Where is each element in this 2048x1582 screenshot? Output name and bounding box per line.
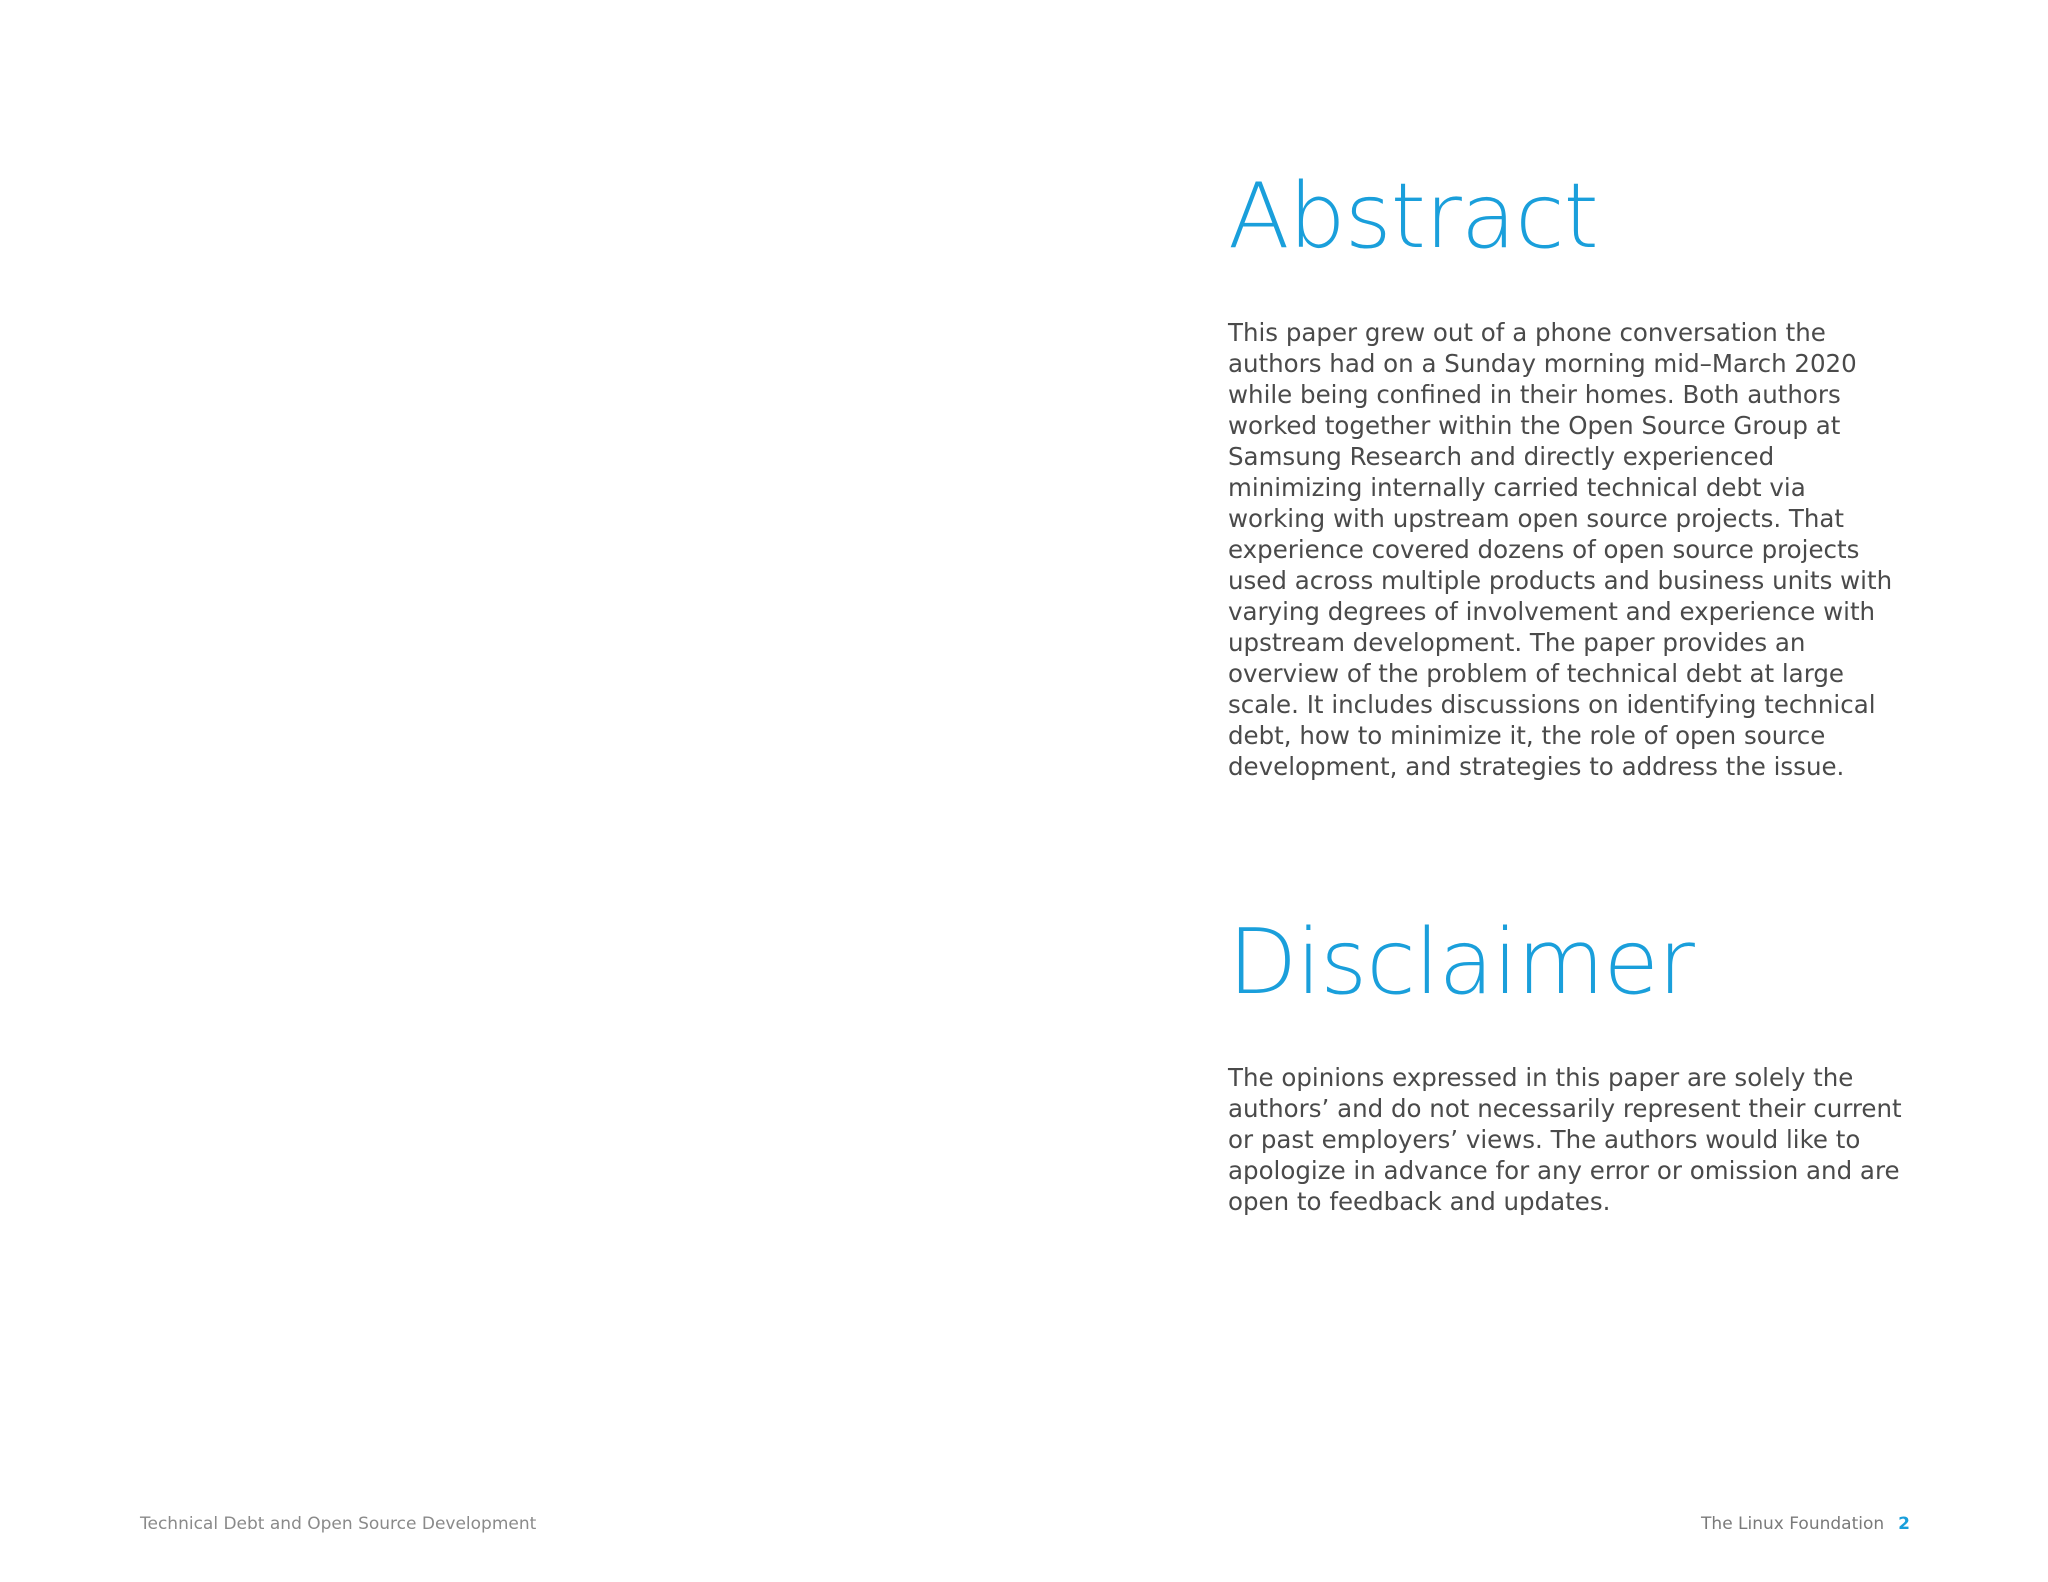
disclaimer-paragraph: The opinions expressed in this paper are solely the authors’ and do not necessarily represent their current or past employers’ views. The authors would like to apologize in advance for any error or omission and are open to feedback and updates. xyxy=(1228,1063,1902,1216)
page-number: 2 xyxy=(1898,1514,1910,1534)
abstract-paragraph: This paper grew out of a phone conversation the authors had on a Sunday morning mid–March 2020 while being confined in their homes. Both authors worked together within the Open Source Group at Samsung Research and directly experienced minimizing internally carried technical debt via working with upstream open source projects. That experience covered dozens of open source projects used across multiple products and business units with varying degrees of involvement and experience with upstream development. The paper provides an overview of the problem of technical debt at large scale. It includes discussions on identifying technical debt, how to minimize it, the role of open source development, and strategies to address the issue. xyxy=(1228,318,1893,781)
footer-document-title: Technical Debt and Open Source Development xyxy=(140,1514,537,1534)
footer-organization: The Linux Foundation xyxy=(1701,1514,1885,1534)
abstract-heading: Abstract xyxy=(1228,164,1598,269)
footer-right xyxy=(1701,1513,1910,1535)
disclaimer-heading: Disclaimer xyxy=(1228,910,1694,1015)
